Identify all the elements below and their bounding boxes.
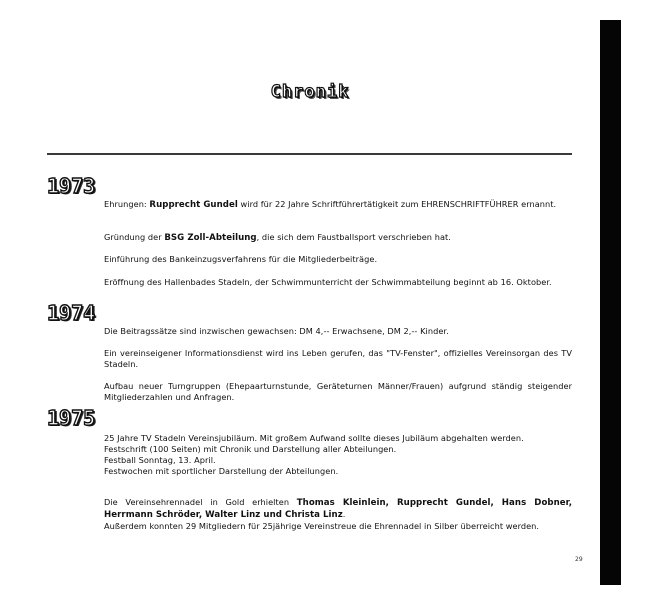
honoree-names: Thomas Kleinlein, Rupprecht Gundel, Hans Dobner, Herrmann Schröder, Walter Linz und Christa Linz [104,498,573,520]
entry-line: Außerdem konnten 29 Mitgliedern für 25jährige Vereinstreue die Ehrennadel in Silber überreicht werden. [104,521,540,531]
entry-line: Festschrift (100 Seiten) mit Chronik und Darstellung aller Abteilungen. [104,444,397,454]
black-margin-bar [600,20,621,585]
entry-line: Festball Sonntag, 13. April. [104,455,216,465]
entry-1973-bank-debit: Einführung des Bankeinzugsverfahrens für die Mitgliederbeiträge. [104,254,378,264]
entry-1974-tv-fenster: Ein vereinseigener Informationsdienst wird ins Leben gerufen, das "TV-Fenster", offizielles Vereinsorgan des TV Stadeln. [104,348,572,369]
entry-1973-indoor-pool: Eröffnung des Hallenbades Stadeln, der Schwimmunterricht der Schwimmabteilung beginnt ab 16. Oktober. [104,277,552,287]
department-name: BSG Zoll-Abteilung [164,233,257,243]
entry-text: . [342,509,346,519]
year-heading-1975: 1975 [47,406,96,430]
entry-1973-honors [104,199,572,211]
page-title: Chronik [270,82,350,102]
entry-text: wird für 22 Jahre Schriftführertätigkeit zum EHRENSCHRIFTFÜHRER ernannt. [237,199,557,209]
entry-1974-fees: Die Beitragssätze sind inzwischen gewachsen: DM 4,-- Erwachsene, DM 2,-- Kinder. [104,326,449,336]
honoree-name: Rupprecht Gundel [149,200,238,210]
entry-1975-jubilee [104,433,572,477]
entry-1973-bsg-zoll [104,232,572,244]
year-heading-1974: 1974 [47,301,96,325]
entry-text: , die sich dem Faustballsport verschrieben hat. [256,232,451,242]
entry-text: Ehrungen: [104,199,150,209]
entry-line: 25 Jahre TV Stadeln Vereinsjubiläum. Mit großem Aufwand sollte dieses Jubiläum abgehalten werden. [104,433,524,443]
entry-1975-honor-pins [104,497,572,532]
page-number: 29 [575,556,583,563]
entry-text: Gründung der [104,232,165,242]
entry-1974-new-groups: Aufbau neuer Turngruppen (Ehepaarturnstunde, Geräteturnen Männer/Frauen) aufgrund ständig steigender Mitgliederzahlen und Anfragen. [104,381,572,402]
entry-line: Festwochen mit sportlicher Darstellung der Abteilungen. [104,466,339,476]
entry-text: Die Vereinsehrennadel in Gold erhielten [104,497,297,507]
year-heading-1973: 1973 [47,174,96,198]
horizontal-rule [47,153,572,155]
